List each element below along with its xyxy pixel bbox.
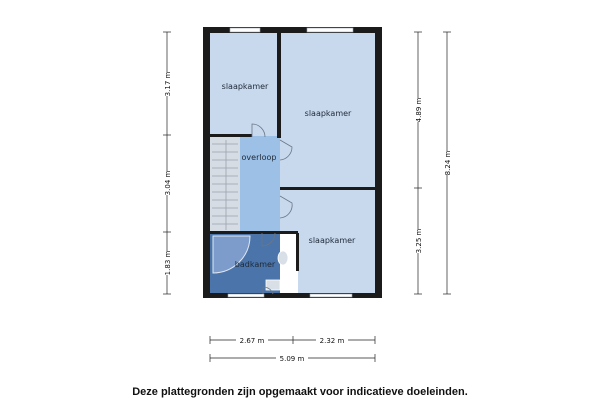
dimension-line-bottom-inner	[210, 336, 375, 344]
toilet-icon	[278, 251, 288, 265]
room-label-bedroom-1: slaapkamer	[221, 82, 269, 91]
room-label-bedroom-2: slaapkamer	[304, 109, 352, 118]
dimension-left-top: 3.17 m	[164, 71, 172, 97]
dimension-line-right-inner	[414, 32, 422, 294]
dimension-right-bottom: 3.25 m	[415, 228, 423, 254]
dimension-right-total: 8.24 m	[444, 150, 452, 176]
dimension-left-mid: 3.04 m	[164, 170, 172, 196]
room-label-landing: overloop	[241, 153, 277, 162]
dimension-bottom-right: 2.32 m	[319, 337, 345, 345]
dimension-right-top: 4.89 m	[415, 97, 423, 123]
room-label-bathroom: badkamer	[234, 260, 276, 269]
room-label-bedroom-3: slaapkamer	[308, 236, 356, 245]
stairwell-area	[210, 136, 240, 233]
disclaimer-footer: Deze plattegronden zijn opgemaakt voor indicatieve doeleinden.	[132, 386, 468, 398]
dimension-bottom-left: 2.67 m	[239, 337, 265, 345]
landing-area	[240, 136, 280, 233]
dimension-left-bottom: 1.83 m	[164, 250, 172, 276]
dimension-bottom-total: 5.09 m	[279, 355, 305, 363]
